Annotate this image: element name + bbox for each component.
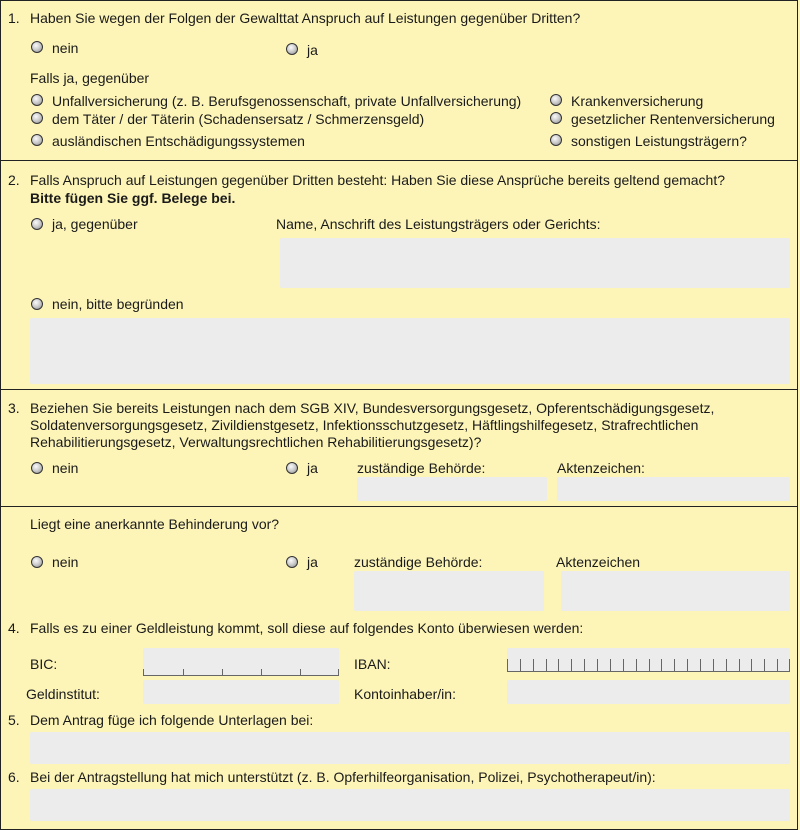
q1-option-unfallversicherung-label: Unfallversicherung (z. B. Berufsgenossenschaft, private Unfallversicherung) [52,93,522,109]
q1-question: Haben Sie wegen der Folgen der Gewalttat Anspruch auf Leistungen gegenüber Dritten? [30,10,581,26]
q3-question-line-2: Soldatenversorgungsgesetz, Zivildienstgesetz, Infektionsschutzgesetz, Häftlingshilfegesetz, Strafrechtlichen [30,417,699,433]
behinderung-behoerde-label: zuständige Behörde: [354,554,483,570]
geldinstitut-field[interactable] [143,680,339,704]
q3-ja-radio[interactable] [286,462,298,474]
iban-tick [507,659,508,671]
q1-option-sonstige-radio[interactable] [550,134,562,146]
q3-behoerde-field[interactable] [357,477,547,501]
iban-tick [777,659,778,671]
iban-tick [661,659,662,671]
behinderung-nein-radio[interactable] [31,556,43,568]
behinderung-ja-radio[interactable] [286,556,298,568]
iban-tick [649,659,650,671]
q2-nein-radio[interactable] [31,298,43,310]
q3-aktenzeichen-label: Aktenzeichen: [557,460,645,476]
iban-field[interactable] [507,648,790,672]
q2-question: Falls Anspruch auf Leistungen gegenüber Dritten besteht: Haben Sie diese Ansprüche bereits geltend gemacht? [30,172,726,188]
q1-number: 1. [8,10,20,26]
q2-ja-radio[interactable] [31,218,43,230]
kontoinhaber-label: Kontoinhaber/in: [354,686,456,702]
iban-tick [584,659,585,671]
geldinstitut-label: Geldinstitut: [26,686,100,702]
q3-question-line-1: Beziehen Sie bereits Leistungen nach dem SGB XIV, Bundesversorgungsgesetz, Opferentschädigungsgesetz, [30,400,715,416]
iban-baseline [507,671,790,672]
q4-number: 4. [8,620,20,636]
iban-tick [571,659,572,671]
q3-nein-radio[interactable] [31,462,43,474]
behinderung-aktenzeichen-field[interactable] [561,571,790,611]
iban-tick [558,659,559,671]
iban-label: IBAN: [354,656,391,672]
q2-nein-label: nein, bitte begründen [52,296,184,312]
iban-tick [623,659,624,671]
q4-question: Falls es zu einer Geldleistung kommt, soll diese auf folgendes Konto überwiesen werden: [30,620,584,636]
q1-falls-ja-label: Falls ja, gegenüber [30,70,150,86]
behinderung-ja-label: ja [307,554,318,570]
bic-tick [300,669,301,675]
q5-question: Dem Antrag füge ich folgende Unterlagen bei: [30,712,314,728]
q3-aktenzeichen-field[interactable] [557,477,790,501]
iban-tick [700,659,701,671]
kontoinhaber-field[interactable] [507,680,790,704]
q3-number: 3. [8,400,20,416]
iban-tick [764,659,765,671]
iban-tick [610,659,611,671]
iban-tick [726,659,727,671]
behinderung-behoerde-field[interactable] [354,571,544,611]
q2-name-label: Name, Anschrift des Leistungsträgers oder Gerichts: [276,216,601,232]
q1-ja-label: ja [307,42,318,58]
q5-field[interactable] [30,732,790,764]
q1-option-rentenversicherung-radio[interactable] [550,112,562,124]
iban-tick [533,659,534,671]
q1-nein-label: nein [52,40,79,56]
bic-tick [143,669,144,675]
bic-tick [338,669,339,675]
q1-option-taeter-radio[interactable] [31,112,43,124]
iban-tick [597,659,598,671]
iban-tick [751,659,752,671]
q1-nein-radio[interactable] [31,41,43,53]
behinderung-question: Liegt eine anerkannte Behinderung vor? [30,516,280,532]
q2-name-field[interactable] [280,238,790,288]
iban-tick [520,659,521,671]
q1-option-taeter-label: dem Täter / der Täterin (Schadensersatz / Schmerzensgeld) [52,111,425,127]
bic-label: BIC: [30,656,58,672]
q6-number: 6. [8,769,20,785]
behinderung-aktenzeichen-label: Aktenzeichen [556,554,641,570]
bic-tick [222,669,223,675]
bic-baseline [143,675,339,676]
iban-tick [739,659,740,671]
q3-behoerde-label: zuständige Behörde: [357,460,486,476]
q1-option-rentenversicherung-label: gesetzlicher Rentenversicherung [571,111,775,127]
q2-ja-label: ja, gegenüber [52,216,138,232]
iban-tick [687,659,688,671]
q2-number: 2. [8,172,20,188]
behinderung-nein-label: nein [52,554,79,570]
q3-ja-label: ja [307,460,318,476]
q1-option-krankenversicherung-radio[interactable] [550,94,562,106]
bic-field[interactable] [143,648,339,676]
q1-ja-radio[interactable] [286,43,298,55]
q6-field[interactable] [30,789,790,821]
q1-option-auslaendisch-label: ausländischen Entschädigungssystemen [52,133,305,149]
q3-nein-label: nein [52,460,79,476]
q3-question-line-3: Rehabilitierungsgesetz, Verwaltungsrechtlichen Rehabilitierungsgesetz)? [30,434,482,450]
q5-number: 5. [8,712,20,728]
bic-tick [183,669,184,675]
q1-option-unfallversicherung-radio[interactable] [31,94,43,106]
q2-reason-field[interactable] [30,318,790,384]
iban-tick [546,659,547,671]
q2-note: Bitte fügen Sie ggf. Belege bei. [30,190,236,206]
q1-option-krankenversicherung-label: Krankenversicherung [571,93,704,109]
iban-tick [674,659,675,671]
iban-tick [713,659,714,671]
bic-tick [261,669,262,675]
q6-question: Bei der Antragstellung hat mich unterstützt (z. B. Opferhilfeorganisation, Polizei, Psychotherapeut/in): [30,769,656,785]
q1-option-sonstige-label: sonstigen Leistungsträgern? [571,133,747,149]
iban-tick [789,659,790,671]
iban-tick [636,659,637,671]
q1-option-auslaendisch-radio[interactable] [31,134,43,146]
